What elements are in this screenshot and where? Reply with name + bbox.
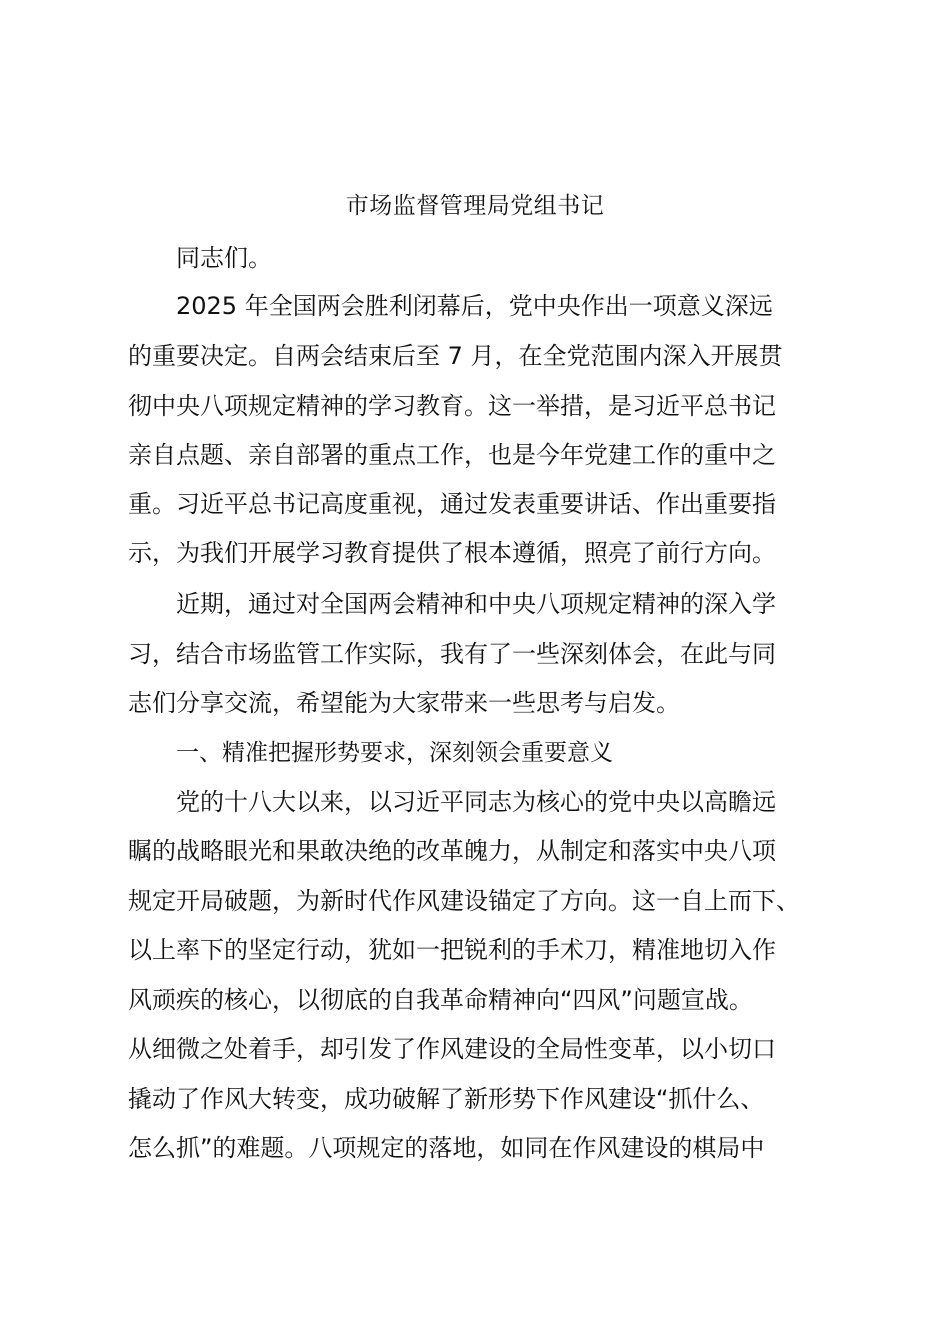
paragraph-3-line-4: 以上率下的坚定行动，犹如一把锐利的手术刀，精准地切入作 [128, 936, 776, 964]
paragraph-3-line-8: 怎么抓”的难题。八项规定的落地，如同在作风建设的棋局中 [128, 1134, 765, 1162]
paragraph-2-line-3: 志们分享交流，希望能为大家带来一些思考与启发。 [128, 689, 680, 717]
paragraph-3-line-5: 风顽疾的核心，以彻底的自我革命精神向“四风”问题宣战。 [128, 986, 753, 1014]
paragraph-1-line-1: 2025 年全国两会胜利闭幕后，党中央作出一项意义深远 [176, 292, 773, 320]
salutation: 同志们。 [176, 244, 272, 272]
paragraph-1-line-5: 重。习近平总书记高度重视，通过发表重要讲话、作出重要指 [128, 490, 776, 518]
paragraph-1-line-3: 彻中央八项规定精神的学习教育。这一举措，是习近平总书记 [128, 392, 776, 420]
section-heading-1: 一、精准把握形势要求，深刻领会重要意义 [176, 740, 613, 766]
document-title: 市场监督管理局党组书记 [345, 193, 605, 219]
paragraph-1-line-2: 的重要决定。自两会结束后至 7 月，在全党范围内深入开展贯 [128, 342, 783, 370]
paragraph-3-line-2: 瞩的战略眼光和果敢决绝的改革魄力，从制定和落实中央八项 [128, 837, 776, 865]
paragraph-3-line-7: 撬动了作风大转变，成功破解了新形势下作风建设“抓什么、 [128, 1085, 765, 1113]
paragraph-2-line-2: 习，结合市场监管工作实际，我有了一些深刻体会，在此与同 [128, 640, 776, 668]
paragraph-1-line-4: 亲自点题、亲自部署的重点工作，也是今年党建工作的重中之 [128, 441, 776, 469]
paragraph-3-line-1: 党的十八大以来，以习近平同志为核心的党中央以高瞻远 [176, 788, 776, 816]
paragraph-1-line-6: 示，为我们开展学习教育提供了根本遵循，照亮了前行方向。 [128, 539, 776, 567]
paragraph-3-line-6: 从细微之处着手，却引发了作风建设的全局性变革，以小切口 [128, 1035, 776, 1063]
paragraph-2-line-1: 近期，通过对全国两会精神和中央八项规定精神的深入学 [176, 590, 776, 618]
paragraph-3-line-3: 规定开局破题，为新时代作风建设锚定了方向。这一自上而下、 [128, 887, 800, 915]
